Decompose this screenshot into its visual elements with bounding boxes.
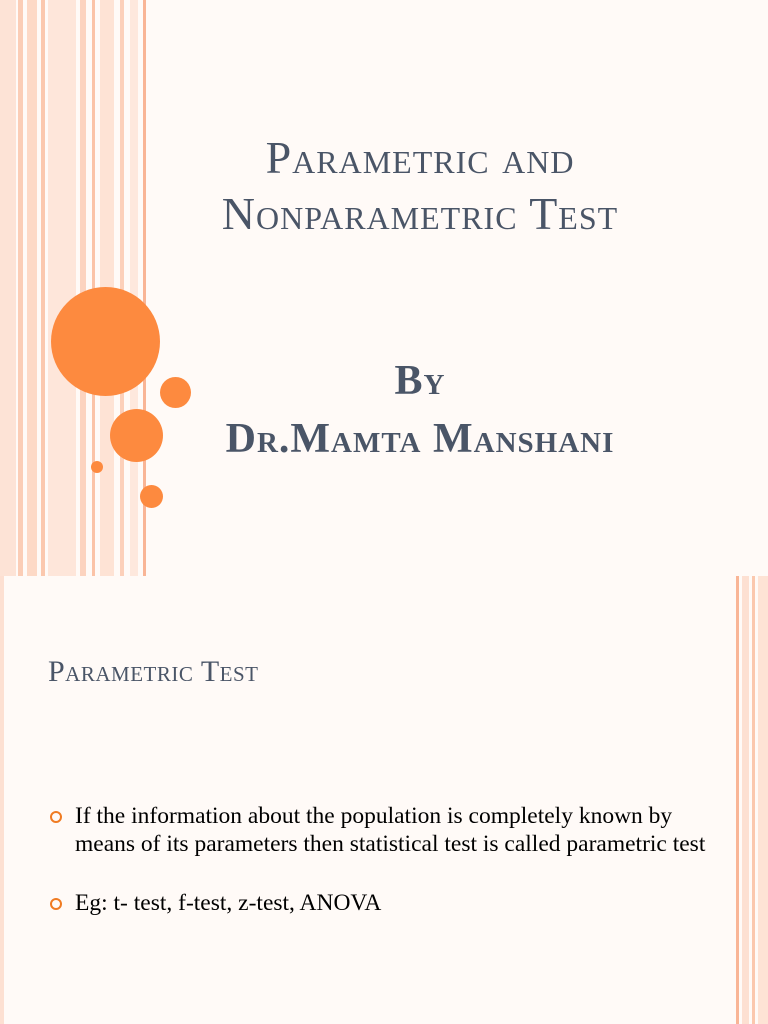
by-label: By [394, 358, 446, 404]
decorative-stripe [48, 0, 76, 576]
decorative-stripe [742, 576, 749, 1024]
decorative-circle-large [51, 287, 160, 396]
bullet-list [48, 802, 738, 917]
list-item [48, 802, 738, 858]
decorative-stripe [18, 0, 23, 576]
decorative-stripe [130, 0, 138, 576]
presentation-title [150, 130, 690, 242]
content-slide [0, 576, 768, 1024]
decorative-stripe [752, 576, 755, 1024]
decorative-stripe [80, 0, 86, 576]
list-item [48, 889, 738, 917]
decorative-stripe [120, 0, 124, 576]
decorative-stripe [758, 576, 768, 1024]
author-name: Dr.Mamta Manshani [225, 416, 615, 462]
slide-title: Parametric Test [48, 655, 259, 688]
decorative-stripe [41, 0, 45, 576]
author-byline [150, 352, 690, 468]
decorative-circle-small [140, 485, 163, 508]
title-line-2: Nonparametric Test [221, 188, 619, 239]
decorative-circle-dot [91, 461, 103, 473]
bullet-text: Eg: t- test, f-test, z-test, ANOVA [75, 890, 382, 916]
decorative-stripe [27, 0, 37, 576]
bullet-icon [50, 811, 62, 823]
decorative-stripe [0, 576, 4, 1024]
bullet-icon [50, 898, 62, 910]
decorative-stripe [736, 576, 739, 1024]
decorative-stripe [0, 0, 16, 576]
title-line-1: Parametric and [265, 132, 575, 183]
bullet-text: If the information about the population is completely known by means of its parameters then statistical test is called parametric test [75, 803, 706, 857]
